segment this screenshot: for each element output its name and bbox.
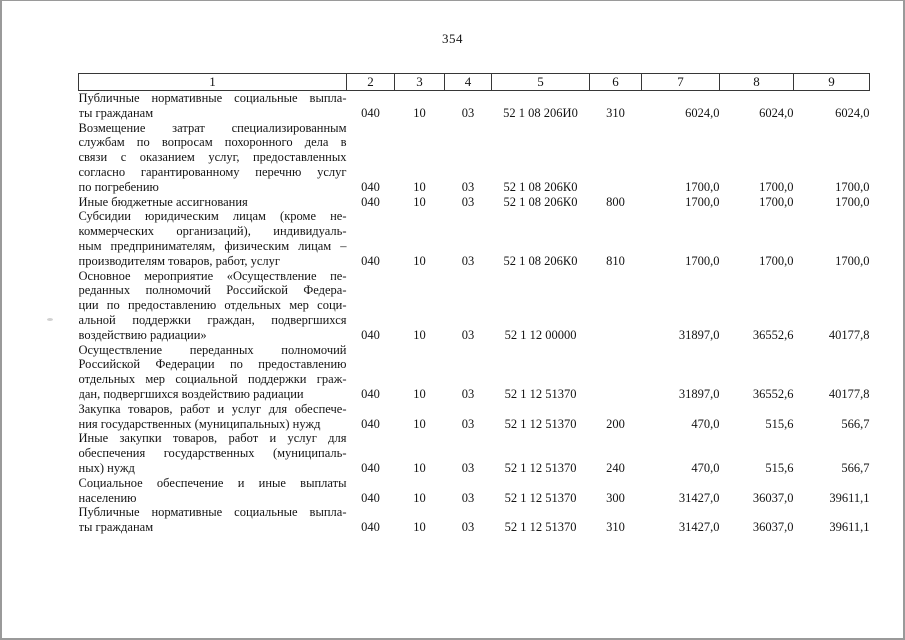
section-code-cell: 10 [413, 253, 426, 268]
expense-name-line: воздействию радиации» [78, 327, 207, 342]
amount-year-3-cell: 1700,0 [835, 179, 870, 194]
expense-type-code-cell: 200 [606, 416, 625, 431]
amount-year-1-cell: 31897,0 [678, 327, 720, 342]
subsection-code-cell: 03 [461, 520, 475, 535]
expense-name-line: населению [78, 490, 137, 505]
amount-year-3-cell: 566,7 [841, 416, 870, 431]
expense-name-line: согласно гарантированному перечню услуг [78, 164, 347, 179]
expense-name-line: ных) нужд [78, 460, 135, 475]
section-code-cell: 10 [413, 105, 426, 120]
expense-name-line: Возмещение затрат специализированным [78, 120, 347, 135]
amount-year-2-cell: 36037,0 [752, 520, 794, 535]
section-code-cell: 10 [413, 327, 426, 342]
table-row [79, 431, 870, 475]
amount-year-3-cell: 40177,8 [828, 327, 870, 342]
expense-type-code-cell: 240 [606, 460, 625, 475]
section-code-cell: 10 [413, 520, 426, 535]
expense-name-cell [79, 209, 347, 268]
amount-year-2-cell: 1700,0 [759, 194, 794, 209]
grbs-code-cell: 040 [361, 194, 380, 209]
expense-name-line: ния государственных (муниципальных) нужд [78, 416, 321, 431]
column-header-3: 3 [395, 74, 445, 91]
expense-name-line: реданных полномочий Российской Федера- [78, 283, 347, 298]
column-header-1: 1 [79, 74, 347, 91]
expense-name-cell [79, 121, 347, 195]
amount-year-1-cell: 470,0 [691, 460, 720, 475]
expense-name-line: Осуществление переданных полномочий [78, 342, 347, 357]
expense-name-cell [79, 91, 347, 121]
expense-name-line: отдельных мер социальной поддержки граж- [78, 372, 347, 387]
target-article-code-cell: 52 1 08 206И0 [503, 105, 578, 120]
expense-name-cell [79, 402, 347, 432]
grbs-code-cell: 040 [361, 327, 380, 342]
table-row [79, 505, 870, 535]
amount-year-1-cell: 1700,0 [685, 179, 720, 194]
grbs-code-cell: 040 [361, 179, 380, 194]
section-code-cell: 10 [413, 460, 426, 475]
amount-year-2-cell: 515,6 [765, 416, 794, 431]
page-number: 354 [442, 31, 463, 46]
column-header-4: 4 [445, 74, 492, 91]
grbs-code-cell: 040 [361, 253, 380, 268]
target-article-code-cell: 52 1 08 206К0 [503, 253, 578, 268]
table-row [79, 209, 870, 268]
target-article-code-cell: 52 1 12 51370 [504, 490, 577, 505]
amount-year-3-cell: 1700,0 [835, 253, 870, 268]
column-header-9: 9 [794, 74, 870, 91]
expense-name-line: Субсидии юридическим лицам (кроме не- [78, 209, 347, 224]
amount-year-3-cell: 40177,8 [828, 386, 870, 401]
expense-type-code-cell [590, 343, 642, 402]
expense-name-cell [79, 343, 347, 402]
amount-year-3-cell: 566,7 [841, 460, 870, 475]
subsection-code-cell: 03 [461, 416, 475, 431]
expense-name-cell [79, 269, 347, 343]
column-header-5: 5 [492, 74, 590, 91]
grbs-code-cell: 040 [361, 105, 380, 120]
target-article-code-cell: 52 1 12 00000 [504, 327, 577, 342]
expense-name-line: коммерческих организаций), индивидуаль- [78, 224, 347, 239]
subsection-code-cell: 03 [461, 460, 475, 475]
grbs-code-cell: 040 [361, 416, 380, 431]
table-body [79, 91, 870, 535]
expense-name-line: дан, подвергшихся воздействию радиации [78, 386, 304, 401]
section-code-cell: 10 [413, 416, 426, 431]
expense-name-line: связи с оказанием услуг, предоставленных [78, 150, 347, 165]
expense-name-line: Публичные нормативные социальные выпла- [78, 91, 347, 105]
target-article-code-cell: 52 1 12 51370 [504, 460, 577, 475]
expense-name-line: альной поддержки граждан, подвергшихся [78, 312, 347, 327]
expense-name-line: Российской Федерации по предоставлению [78, 357, 347, 372]
amount-year-1-cell: 1700,0 [685, 253, 720, 268]
expense-type-code-cell: 310 [606, 520, 625, 535]
amount-year-2-cell: 36037,0 [752, 490, 794, 505]
expense-name-line: Публичные нормативные социальные выпла- [78, 505, 347, 520]
amount-year-3-cell: 6024,0 [835, 105, 870, 120]
expense-name-line: Основное мероприятие «Осуществление пе- [78, 268, 347, 283]
scan-artifact [47, 318, 53, 321]
expense-type-code-cell: 300 [606, 490, 625, 505]
expense-name-line: Иные закупки товаров, работ и услуг для [78, 431, 347, 446]
amount-year-3-cell: 1700,0 [835, 194, 870, 209]
expense-name-cell [79, 505, 347, 535]
column-header-8: 8 [720, 74, 794, 91]
target-article-code-cell: 52 1 08 206К0 [503, 179, 578, 194]
amount-year-2-cell: 515,6 [765, 460, 794, 475]
expense-type-code-cell [590, 269, 642, 343]
grbs-code-cell: 040 [361, 460, 380, 475]
expense-name-cell [79, 476, 347, 506]
table-row [79, 343, 870, 402]
expense-name-line: ным предпринимателям, физическим лицам – [78, 238, 347, 253]
subsection-code-cell: 03 [461, 179, 475, 194]
table-row [79, 476, 870, 506]
grbs-code-cell: 040 [361, 490, 380, 505]
expense-name-line: Иные бюджетные ассигнования [78, 194, 248, 209]
subsection-code-cell: 03 [461, 194, 475, 209]
section-code-cell: 10 [413, 194, 426, 209]
expense-type-code-cell: 310 [606, 105, 625, 120]
table-row [79, 402, 870, 432]
amount-year-1-cell: 1700,0 [685, 194, 720, 209]
expense-type-code-cell: 810 [606, 253, 625, 268]
amount-year-3-cell: 39611,1 [829, 520, 870, 535]
subsection-code-cell: 03 [461, 105, 475, 120]
expense-name-line: Закупка товаров, работ и услуг для обеспече- [78, 401, 347, 416]
grbs-code-cell: 040 [361, 386, 380, 401]
amount-year-1-cell: 31897,0 [678, 386, 720, 401]
amount-year-1-cell: 470,0 [691, 416, 720, 431]
expense-name-line: ты гражданам [78, 520, 154, 535]
expense-name-cell [79, 195, 347, 210]
amount-year-2-cell: 1700,0 [759, 179, 794, 194]
table-row [79, 121, 870, 195]
section-code-cell: 10 [413, 490, 426, 505]
table-row [79, 195, 870, 210]
expense-name-line: обеспечения государственных (муниципаль- [78, 446, 347, 461]
subsection-code-cell: 03 [461, 386, 475, 401]
expense-name-line: службам по вопросам похоронного дела в [78, 135, 347, 150]
section-code-cell: 10 [413, 386, 426, 401]
amount-year-2-cell: 36552,6 [752, 386, 794, 401]
subsection-code-cell: 03 [461, 490, 475, 505]
target-article-code-cell: 52 1 08 206К0 [503, 194, 578, 209]
amount-year-1-cell: 6024,0 [685, 105, 720, 120]
grbs-code-cell: 040 [361, 520, 380, 535]
target-article-code-cell: 52 1 12 51370 [504, 386, 577, 401]
subsection-code-cell: 03 [461, 327, 475, 342]
amount-year-2-cell: 1700,0 [759, 253, 794, 268]
expense-name-line: ты гражданам [78, 105, 154, 120]
expense-name-line: по погребению [78, 179, 159, 194]
column-header-7: 7 [642, 74, 720, 91]
section-code-cell: 10 [413, 179, 426, 194]
column-header-6: 6 [590, 74, 642, 91]
amount-year-2-cell: 6024,0 [759, 105, 794, 120]
amount-year-2-cell: 36552,6 [752, 327, 794, 342]
expense-name-line: производителям товаров, работ, услуг [78, 253, 281, 268]
budget-expenditures-table [78, 73, 870, 535]
target-article-code-cell: 52 1 12 51370 [504, 520, 577, 535]
target-article-code-cell: 52 1 12 51370 [504, 416, 577, 431]
expense-name-cell [79, 431, 347, 475]
expense-name-line: ции по предоставлению отдельных мер соци- [78, 298, 347, 313]
amount-year-1-cell: 31427,0 [678, 520, 720, 535]
expense-type-code-cell: 800 [606, 194, 625, 209]
table-row [79, 269, 870, 343]
table-row [79, 91, 870, 121]
amount-year-1-cell: 31427,0 [678, 490, 720, 505]
expense-name-line: Социальное обеспечение и иные выплаты [78, 475, 347, 490]
subsection-code-cell: 03 [461, 253, 475, 268]
amount-year-3-cell: 39611,1 [829, 490, 870, 505]
column-header-2: 2 [347, 74, 395, 91]
expense-type-code-cell [590, 121, 642, 195]
table-header-row [79, 74, 870, 91]
